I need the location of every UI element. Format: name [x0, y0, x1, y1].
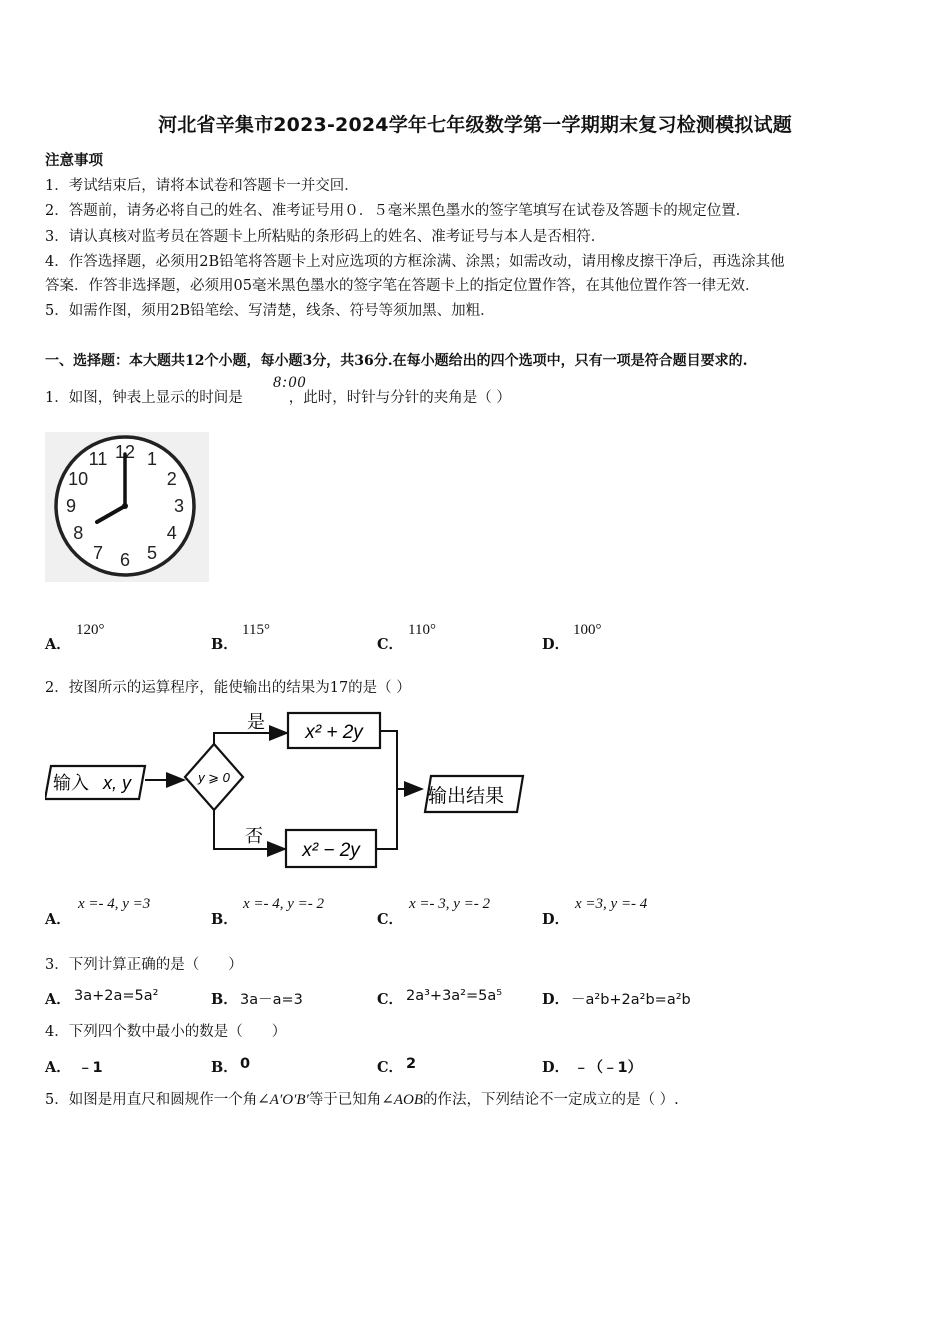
q5-text [45, 1090, 679, 1110]
q3-option-b-label[interactable]: B． [211, 991, 238, 1008]
notice-item-4-cont: 答案．作答非选择题，必须用05毫米黑色墨水的签字笔在答题卡上的指定位置作答，在其他位置作答一律无效． [45, 278, 760, 294]
clock-number-9: 9 [65, 496, 77, 516]
flow-condition-text: y ⩾ 0 [198, 770, 230, 785]
clock-number-2: 2 [166, 469, 177, 489]
flow-yes-label: 是 [247, 712, 265, 732]
q5-angle2: ∠AOB [381, 1092, 424, 1108]
q2-option-a-label[interactable]: A． [45, 911, 71, 928]
q5-post: 的作法，下列结论不一定成立的是（ ）. [423, 1092, 679, 1108]
notice-item-1: 1．考试结束后，请将本试卷和答题卡一并交回． [45, 178, 359, 194]
q4-option-c-label[interactable]: C． [377, 1059, 404, 1076]
clock-number-10: 10 [68, 469, 89, 489]
flow-no-label: 否 [245, 826, 263, 846]
clock-number-11: 11 [88, 449, 108, 470]
notice-heading: 注意事项 [45, 152, 103, 169]
q5-pre: 5．如图是用直尺和圆规作一个角 [45, 1092, 258, 1108]
q1-option-b-value: 115° [242, 622, 270, 638]
q2-option-b-label[interactable]: B． [211, 911, 238, 928]
q1-post: ，此时，时针与分针的夹角是（ ） [288, 390, 511, 406]
clock-number-4: 4 [166, 523, 177, 543]
section-heading: 一、选择题：本大题共12个小题，每小题3分，共36分.在每小题给出的四个选项中，只有一项是符合题目要求的. [45, 353, 748, 369]
q4-option-b-label[interactable]: B． [211, 1059, 238, 1076]
q1-option-b-label[interactable]: B． [211, 636, 238, 653]
q2-option-d-value: x =3, y =- 4 [575, 896, 648, 912]
page-title: 河北省辛集市2023-2024学年七年级数学第一学期期末复习检测模拟试题 [158, 114, 792, 136]
flow-output-label: 输出结果 [428, 786, 505, 807]
q1-option-d-value: 100° [573, 622, 602, 638]
q3-option-d-value: －a²b+2a²b=a²b [571, 992, 691, 1008]
q4-option-b-value: 0 [240, 1056, 251, 1072]
q2-option-c-label[interactable]: C． [377, 911, 404, 928]
clock-number-5: 5 [146, 542, 158, 563]
q1-option-d-label[interactable]: D． [542, 636, 570, 653]
q1-option-a-label[interactable]: A． [45, 636, 71, 653]
q5-mid: 等于已知角 [308, 1092, 382, 1108]
q2-text: 2．按图所示的运算程序，能使输出的结果为17的是（ ） [45, 680, 411, 696]
q2-option-a-value: x =- 4, y =3 [78, 896, 151, 912]
q4-option-d-label[interactable]: D． [542, 1059, 570, 1076]
q1-option-c-label[interactable]: C． [377, 636, 404, 653]
q3-option-d-label[interactable]: D． [542, 991, 570, 1008]
clock-number-6: 6 [119, 550, 131, 570]
q4-option-a-label[interactable]: A． [45, 1059, 71, 1076]
q3-option-a-label[interactable]: A． [45, 991, 71, 1008]
notice-item-4: 4．作答选择题，必须用2B铅笔将答题卡上对应选项的方框涂满、涂黑；如需改动，请用橡皮擦干净后，再选涂其他 [45, 254, 785, 270]
q1-option-c-value: 110° [408, 622, 436, 638]
flow-yes-expr: x² + 2y [305, 722, 363, 743]
clock-number-1: 1 [146, 449, 158, 470]
q3-option-c-value: 2a³+3a²=5a⁵ [406, 988, 503, 1004]
q3-text: 3．下列计算正确的是（ ） [45, 957, 243, 973]
flow-input-label: 输入 [53, 773, 89, 793]
flow-input-vars: x, y [103, 773, 132, 793]
clock-figure [45, 432, 209, 582]
q4-option-d-value: ﹣（﹣1） [574, 1060, 643, 1076]
q3-option-b-value: 3a－a=3 [240, 992, 303, 1008]
q4-option-a-value: ﹣1 [78, 1060, 103, 1076]
q3-option-a-value: 3a+2a=5a² [74, 988, 159, 1004]
q1-option-a-value: 120° [76, 622, 105, 638]
clock-number-7: 7 [92, 542, 104, 563]
q3-option-c-label[interactable]: C． [377, 991, 404, 1008]
q1-time: 8:00 [273, 374, 307, 391]
notice-item-3: 3．请认真核对监考员在答题卡上所粘贴的条形码上的姓名、准考证号与本人是否相符． [45, 229, 606, 245]
flow-no-expr: x² − 2y [302, 840, 360, 861]
notice-item-5: 5．如需作图，须用2B铅笔绘、写清楚，线条、符号等须加黑、加粗． [45, 303, 495, 319]
clock-number-8: 8 [73, 523, 84, 543]
flowchart-figure [45, 704, 530, 874]
clock-number-12: 12 [114, 442, 136, 462]
flow-arrow-yes [214, 733, 287, 744]
q2-option-c-value: x =- 3, y =- 2 [409, 896, 491, 912]
q4-text: 4．下列四个数中最小的数是（ ） [45, 1024, 287, 1040]
q2-option-b-value: x =- 4, y =- 2 [243, 896, 325, 912]
q2-option-d-label[interactable]: D． [542, 911, 570, 928]
q4-option-c-value: 2 [406, 1056, 417, 1072]
q1-pre: 1．如图，钟表上显示的时间是 [45, 390, 243, 406]
clock-number-3: 3 [173, 496, 185, 516]
q5-angle1: ∠A′O′B′ [257, 1092, 309, 1108]
clock-center [122, 503, 128, 509]
notice-item-2: 2．答题前，请务必将自己的姓名、准考证号用０．５毫米黑色墨水的签字笔填写在试卷及答题卡的规定位置． [45, 203, 751, 219]
